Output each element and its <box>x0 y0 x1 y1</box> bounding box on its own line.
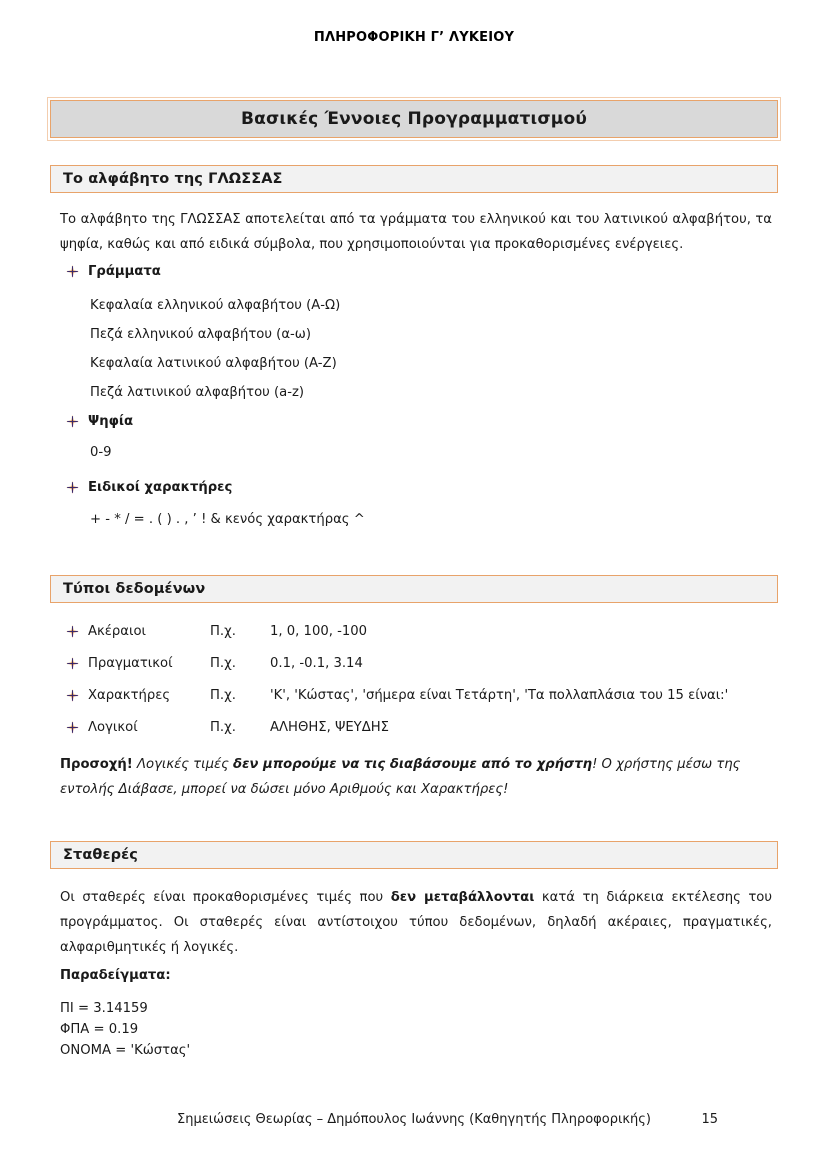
section-heading-constants <box>50 841 778 869</box>
section-heading-datatypes <box>50 575 778 603</box>
constants-paragraph-part-a: Οι σταθερές είναι προκαθορισμένες τιμές που <box>60 890 391 905</box>
bullet-item-special-chars <box>66 478 232 498</box>
document-title-box <box>50 100 778 138</box>
datatype-examples: 0.1, -0.1, 3.14 <box>270 656 363 671</box>
constants-paragraph-emphasis: δεν μεταβάλλονται <box>390 890 535 905</box>
page-title: Βασικές Έννοιες Προγραμματισμού <box>240 109 588 129</box>
datatype-name: Λογικοί <box>88 720 138 735</box>
bullet-label-grammata: Γράμματα <box>88 264 161 279</box>
four-point-star-bullet-icon <box>66 721 79 734</box>
alphabet-line-latin-upper: Κεφαλαία λατινικού αλφαβήτου (A-Z) <box>90 356 337 371</box>
four-point-star-bullet-icon <box>66 481 79 494</box>
datatype-row-reals <box>66 654 363 674</box>
warning-emphasis: δεν μπορούμε να τις διαβάσουμε από το χρήστη <box>233 757 593 772</box>
section-heading-constants-label: Σταθερές <box>63 847 138 863</box>
datatype-examples: 1, 0, 100, -100 <box>270 624 368 639</box>
datatype-row-booleans <box>66 718 389 738</box>
datatype-row-characters <box>66 686 728 706</box>
running-header: ΠΛΗΡΟΦΟΡΙΚΗ Γ’ ΛΥΚΕΙΟΥ <box>313 30 515 45</box>
bullet-label-special-chars: Ειδικοί χαρακτήρες <box>88 480 233 495</box>
bullet-item-grammata <box>66 262 161 282</box>
constant-example-onoma: ΟΝΟΜΑ = 'Κώστας' <box>60 1043 191 1058</box>
constants-examples-label <box>60 963 171 988</box>
digits-line: 0-9 <box>90 445 112 460</box>
datatype-eg-label: Π.χ. <box>210 624 236 639</box>
alphabet-line-greek-lower: Πεζά ελληνικού αλφαβήτου (α-ω) <box>90 327 311 342</box>
section-heading-datatypes-label: Τύποι δεδομένων <box>63 581 206 597</box>
alphabet-intro-paragraph: Το αλφάβητο της ΓΛΩΣΣΑΣ αποτελείται από τα γράμματα του ελληνικού και του λατινικού αλφαβήτου, τα ψηφία, καθώς και από ειδικά σύμβολα, που χρησιμοποιούνται για προκαθορισμένες ενέργειες. <box>60 212 772 252</box>
section-heading-alphabet-label: Το αλφάβητο της ΓΛΩΣΣΑΣ <box>63 171 283 187</box>
document-footer <box>0 1112 828 1127</box>
four-point-star-bullet-icon <box>66 689 79 702</box>
datatypes-warning-note <box>60 752 772 802</box>
warning-part3: , μπορεί να δώσει μόνο Αριθμούς και Χαρακτήρες! <box>173 782 509 797</box>
datatype-eg-label: Π.χ. <box>210 720 236 735</box>
footer-text: Σημειώσεις Θεωρίας – Δημόπουλος Ιωάννης (Καθηγητής Πληροφορικής) <box>177 1112 651 1127</box>
four-point-star-bullet-icon <box>66 265 79 278</box>
constants-paragraph-part-b: κατά τη διάρκεια εκτέλεσης του προγράμματος. Οι σταθερές είναι αντίστοιχου τύπου δεδομένων, δηλαδή ακέραιες, πραγματικές, αλφαριθμητικές ή λογικές. <box>60 890 772 955</box>
four-point-star-bullet-icon <box>66 625 79 638</box>
datatype-eg-label: Π.χ. <box>210 688 236 703</box>
four-point-star-bullet-icon <box>66 657 79 670</box>
bullet-label-psifia: Ψηφία <box>88 414 134 429</box>
footer-page-number: 15 <box>701 1112 718 1127</box>
constant-example-fpa: ΦΠΑ = 0.19 <box>60 1022 139 1037</box>
alphabet-line-latin-lower: Πεζά λατινικού αλφαβήτου (a-z) <box>90 385 305 400</box>
datatype-name: Χαρακτήρες <box>88 688 171 703</box>
alphabet-line-greek-upper: Κεφαλαία ελληνικού αλφαβήτου (Α-Ω) <box>90 298 341 313</box>
warning-lead: Προσοχή! <box>60 757 133 772</box>
constants-paragraph <box>60 885 772 960</box>
warning-part2: ! Ο χρήστης μέσω της εντολής <box>60 757 741 797</box>
datatype-eg-label: Π.χ. <box>210 656 236 671</box>
four-point-star-bullet-icon <box>66 415 79 428</box>
constant-example-pi: ΠΙ = 3.14159 <box>60 1001 148 1016</box>
special-chars-line: + - * / = . ( ) . , ’ ! & κενός χαρακτήρας ^ <box>90 512 365 527</box>
datatype-name: Ακέραιοι <box>88 624 146 639</box>
warning-command: Διάβασε <box>118 782 174 797</box>
datatype-examples: ΑΛΗΘΗΣ, ΨΕΥΔΗΣ <box>270 720 390 735</box>
datatype-examples: 'Κ', 'Κώστας', 'σήμερα είναι Τετάρτη', 'Τα πολλαπλάσια του 15 είναι:' <box>270 688 729 703</box>
constants-examples-label-text: Παραδείγματα: <box>60 968 171 983</box>
bullet-item-psifia <box>66 412 133 432</box>
warning-part1: Λογικές τιμές <box>132 757 234 772</box>
section-heading-alphabet <box>50 165 778 193</box>
datatype-row-integers <box>66 622 367 642</box>
datatype-name: Πραγματικοί <box>88 656 173 671</box>
